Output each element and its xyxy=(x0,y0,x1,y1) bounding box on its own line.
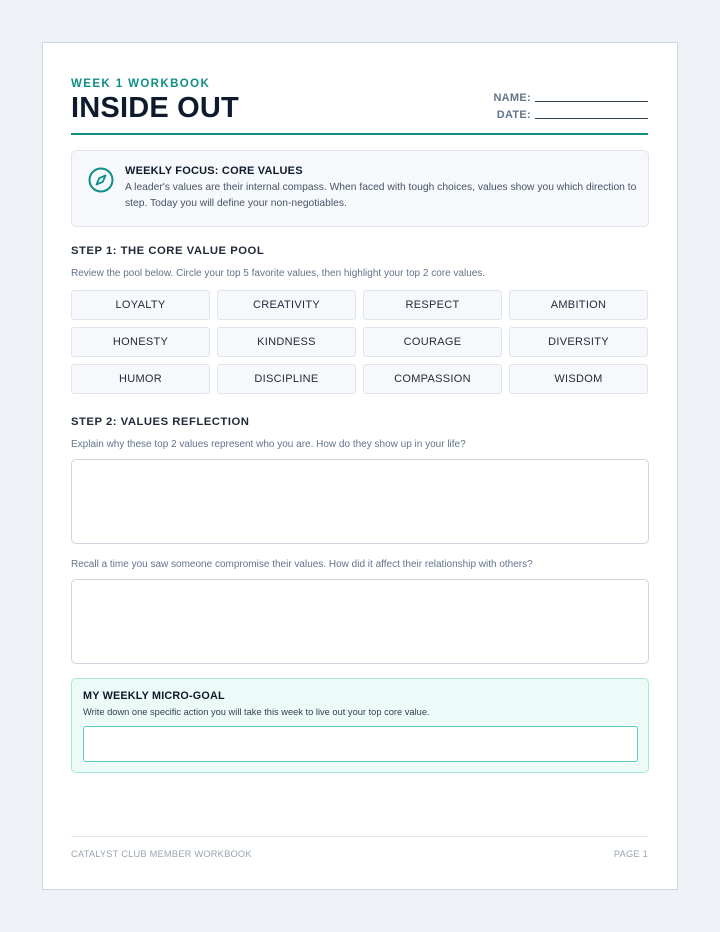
date-line[interactable] xyxy=(535,118,648,119)
name-label: NAME: xyxy=(493,92,531,104)
step1-instruction: Review the pool below. Circle your top 5 favorite values, then highlight your top 2 core values. xyxy=(71,268,486,279)
page-number: PAGE 1 xyxy=(613,849,648,859)
value-chip[interactable]: RESPECT xyxy=(363,290,502,320)
workbook-eyebrow: WEEK 1 WORKBOOK xyxy=(71,78,211,90)
step2-heading: STEP 2: VALUES REFLECTION xyxy=(71,416,250,428)
value-chip[interactable]: COURAGE xyxy=(363,327,502,357)
focus-body: A leader's values are their internal compass. When faced with tough choices, values show you which direction to step. Today you will define your non-negotiables. xyxy=(125,182,637,209)
name-line[interactable] xyxy=(535,101,648,102)
date-label: DATE: xyxy=(496,109,531,121)
compass-icon xyxy=(88,167,114,193)
value-chip[interactable]: DISCIPLINE xyxy=(217,364,356,394)
micro-goal-input[interactable] xyxy=(83,726,638,762)
core-value-pool xyxy=(71,290,649,394)
page-title: INSIDE OUT xyxy=(71,92,239,124)
reflection-prompt-2: Recall a time you saw someone compromise their values. How did it affect their relationship with others? xyxy=(71,559,533,570)
value-chip[interactable]: WISDOM xyxy=(509,364,648,394)
value-chip[interactable]: KINDNESS xyxy=(217,327,356,357)
value-chip[interactable]: DIVERSITY xyxy=(509,327,648,357)
micro-goal-instruction: Write down one specific action you will take this week to live out your top core value. xyxy=(83,707,430,717)
micro-goal-title: MY WEEKLY MICRO-GOAL xyxy=(83,690,225,702)
reflection-answer-2[interactable] xyxy=(71,579,649,664)
value-chip[interactable]: COMPASSION xyxy=(363,364,502,394)
value-chip[interactable]: CREATIVITY xyxy=(217,290,356,320)
footer-brand: CATALYST CLUB MEMBER WORKBOOK xyxy=(71,849,252,859)
step1-heading: STEP 1: THE CORE VALUE POOL xyxy=(71,245,265,257)
value-chip[interactable]: HONESTY xyxy=(71,327,210,357)
micro-goal-box xyxy=(71,678,649,773)
header-divider xyxy=(71,133,648,135)
value-chip[interactable]: HUMOR xyxy=(71,364,210,394)
footer-divider xyxy=(71,836,648,837)
value-chip[interactable]: AMBITION xyxy=(509,290,648,320)
focus-title: WEEKLY FOCUS: CORE VALUES xyxy=(125,165,303,177)
reflection-prompt-1: Explain why these top 2 values represent who you are. How do they show up in your life? xyxy=(71,439,466,450)
date-field[interactable] xyxy=(497,109,648,121)
workbook-page xyxy=(42,42,678,890)
name-field[interactable] xyxy=(493,92,648,104)
value-chip[interactable]: LOYALTY xyxy=(71,290,210,320)
weekly-focus-box xyxy=(71,150,649,227)
reflection-answer-1[interactable] xyxy=(71,459,649,544)
